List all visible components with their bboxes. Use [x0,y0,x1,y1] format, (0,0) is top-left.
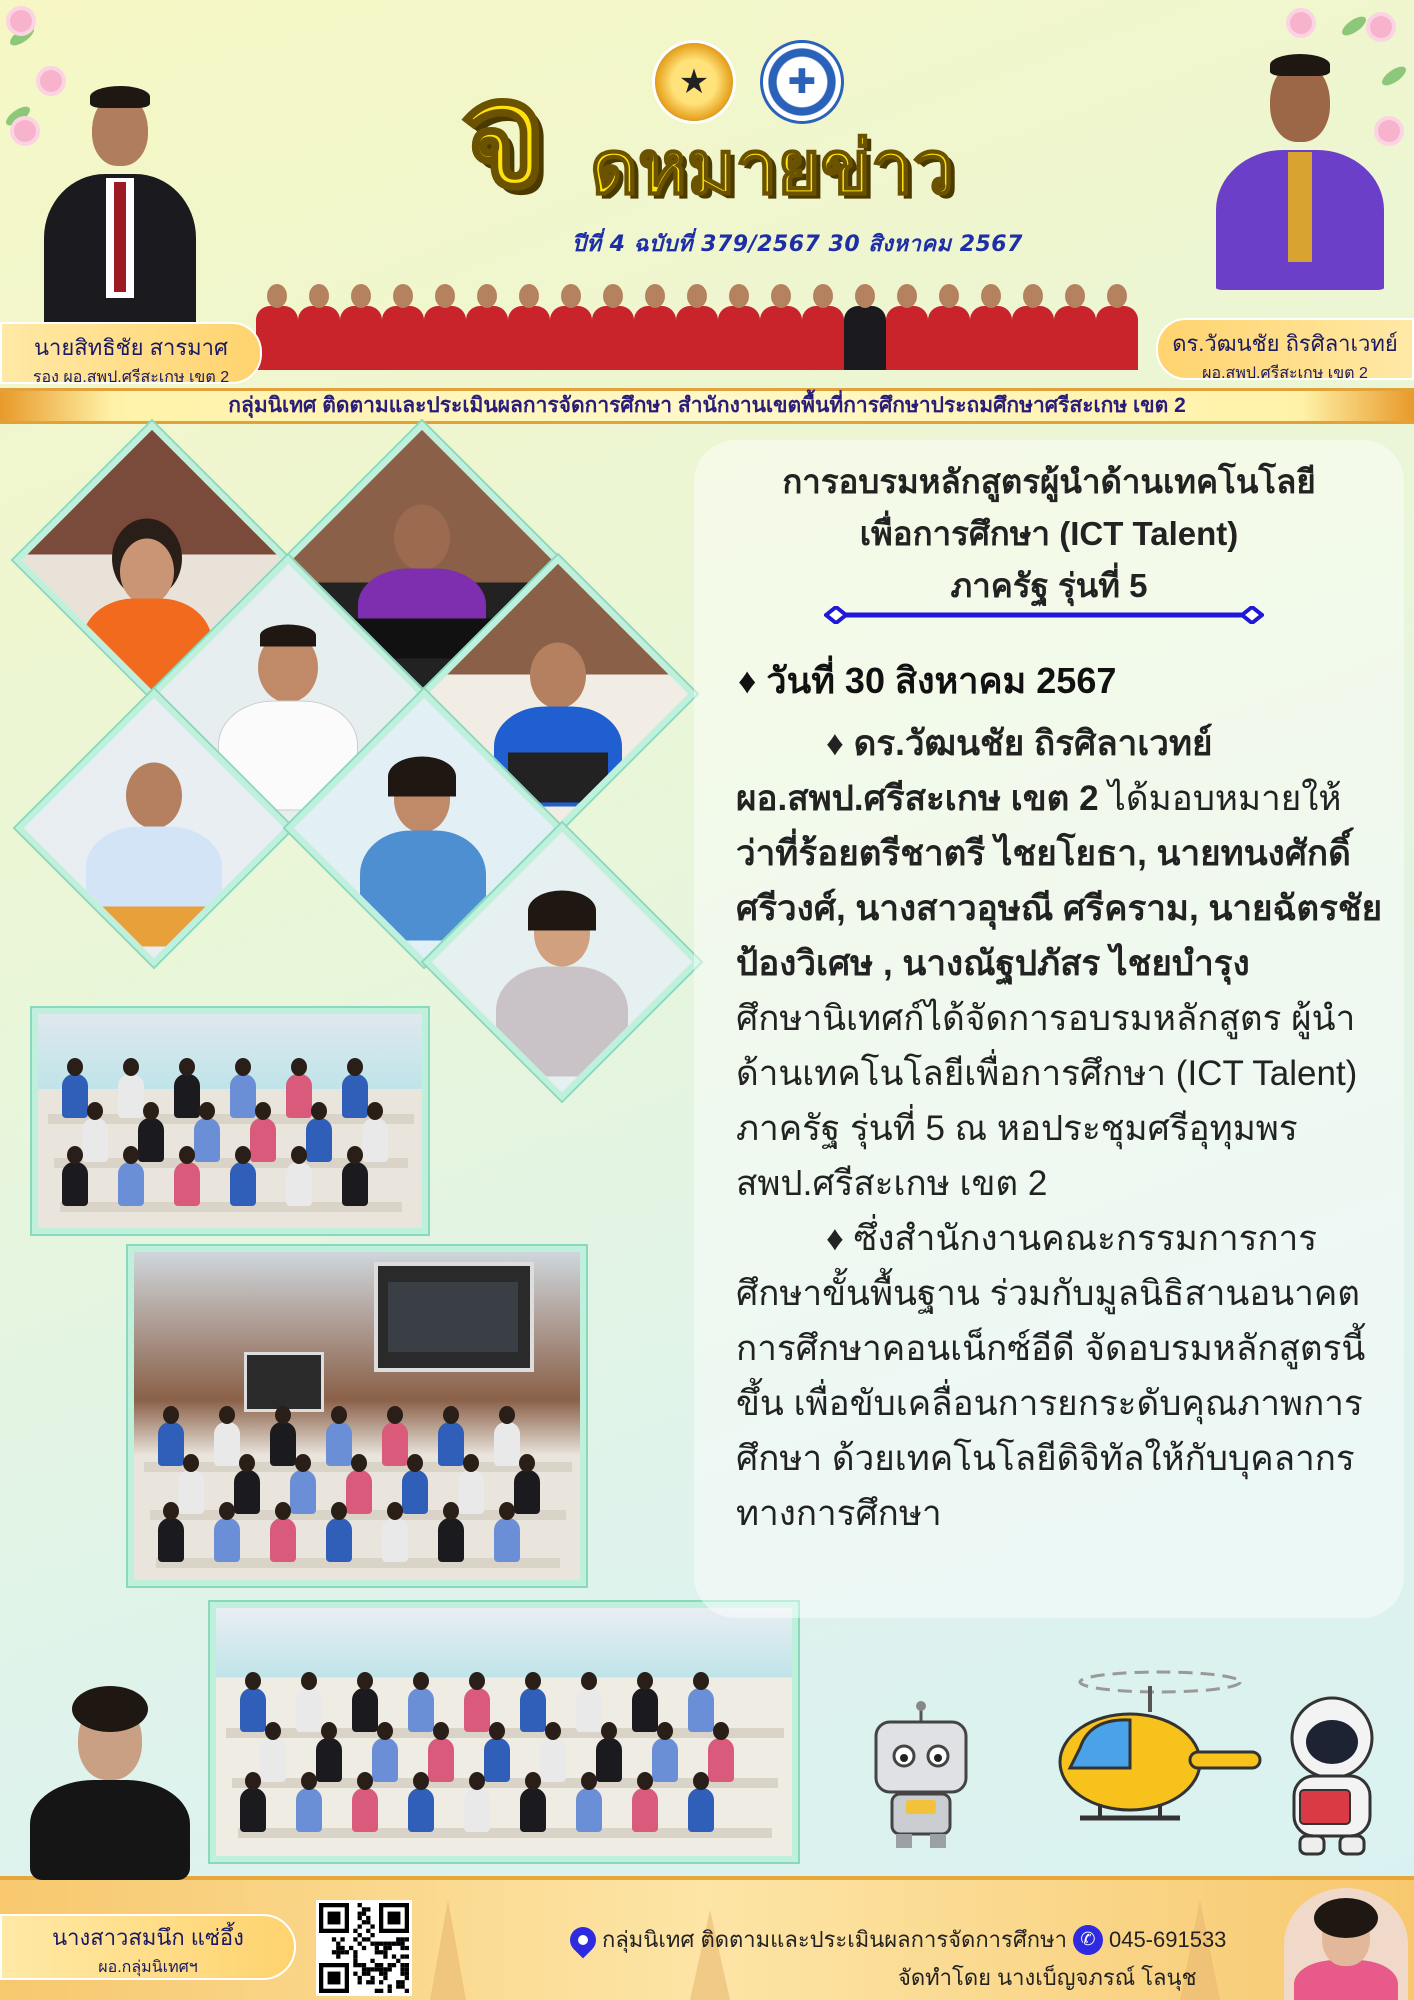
staff-member [382,284,424,370]
seated-participant [362,1118,388,1162]
title-big-letter: จ [460,48,548,222]
staff-member [424,284,466,370]
seated-participant [408,1688,434,1732]
seated-participant [372,1738,398,1782]
supervisor-head-photo [30,1670,190,1880]
deputy-director-photo [40,78,200,328]
staff-member [1054,284,1096,370]
seated-participant [520,1788,546,1832]
article-title-line3: ภาครัฐ รุ่นที่ 5 [950,567,1148,604]
seated-participant [408,1788,434,1832]
seated-participant [316,1738,342,1782]
obec-logo: ★ [652,40,736,124]
seated-participant [290,1470,316,1514]
staff-member [508,284,550,370]
seated-participant [214,1422,240,1466]
seated-participant [174,1162,200,1206]
staff-member [256,284,298,370]
deputy-director-nametag [0,322,262,384]
seated-participant [464,1788,490,1832]
seated-participant [352,1688,378,1732]
seated-participant [342,1074,368,1118]
seated-participant [174,1074,200,1118]
seated-participant [540,1738,566,1782]
seated-participant [438,1422,464,1466]
title-divider [824,606,1264,624]
article-date: ♦ วันที่ 30 สิงหาคม 2567 [738,660,1117,701]
director-name: ดร.วัฒนชัย ถิรศิลาเวทย์ [1172,331,1398,356]
seated-participant [382,1422,408,1466]
seated-participant [688,1688,714,1732]
seated-participant [306,1118,332,1162]
footer-phone[interactable]: 045-691533 [1108,1926,1227,1952]
article-title-line1: การอบรมหลักสูตรผู้นำด้านเทคโนโลยี [782,463,1316,500]
photo-training-room-1 [32,1008,428,1234]
newsletter-title: ดหมายข่าว [590,125,955,211]
seated-participant [688,1788,714,1832]
seated-participant [514,1470,540,1514]
staff-member [718,284,760,370]
seated-participant [178,1470,204,1514]
seated-participant [82,1118,108,1162]
supervisor-position: ผอ.กลุ่มนิเทศฯ [98,1959,198,1976]
staff-member [760,284,802,370]
maker-photo [1284,1888,1408,2000]
seated-participant [234,1470,260,1514]
seated-participant [118,1074,144,1118]
photo-training-room-2 [128,1246,586,1586]
pin-icon [565,1921,602,1958]
seated-participant [708,1738,734,1782]
staff-member [844,284,886,370]
seated-participant [240,1688,266,1732]
p1-text-1: ได้มอบหมายให้ [1098,779,1342,818]
seated-participant [296,1788,322,1832]
seated-participant [576,1688,602,1732]
seated-participant [596,1738,622,1782]
seated-participant [494,1422,520,1466]
seated-participant [230,1074,256,1118]
seated-participant [62,1074,88,1118]
seated-participant [632,1688,658,1732]
seated-participant [326,1422,352,1466]
seated-participant [494,1518,520,1562]
staff-member [340,284,382,370]
supervisor-nametag [0,1914,296,1980]
staff-member [676,284,718,370]
seated-participant [464,1688,490,1732]
seated-participant [118,1162,144,1206]
seated-participant [62,1162,88,1206]
seated-participant [286,1074,312,1118]
staff-member [592,284,634,370]
director-photo [1210,40,1390,290]
supervisor-name: นางสาวสมนึก แซ่อึ้ง [52,1925,244,1950]
seated-participant [428,1738,454,1782]
staff-group-photo [256,278,1156,370]
seated-participant [296,1688,322,1732]
seated-participant [230,1162,256,1206]
staff-member [970,284,1012,370]
seated-participant [576,1788,602,1832]
seated-participant [346,1470,372,1514]
director-position: ผอ.สพป.ศรีสะเกษ เขต 2 [1202,365,1368,382]
article-body [736,716,1386,1541]
org-banner: กลุ่มนิเทศ ติดตามและประเมินผลการจัดการศึกษา สำนักงานเขตพื้นที่การศึกษาประถมศึกษาศรีสะเกษ เขต 2 [0,388,1414,424]
astronaut-cartoon [1270,1690,1394,1856]
photo-training-room-3 [210,1602,798,1862]
paragraph-1 [736,716,1386,1211]
seated-participant [382,1518,408,1562]
seated-participant [342,1162,368,1206]
p1-text-2: ศึกษานิเทศก์ได้จัดการอบรมหลักสูตร ผู้นำด้านเทคโนโลยีเพื่อการศึกษา (ICT Talent) ภาครัฐ รุ่นที่ 5 ณ หอประชุมศรีอุทุมพร สพป.ศรีสะเกษ เขต 2 [736,999,1358,1203]
article-title-line2: เพื่อการศึกษา (ICT Talent) [859,515,1239,552]
maker-credit: จัดทำโดย นางเบ็ญจภรณ์ โลนุช [898,1965,1197,1990]
seated-participant [286,1162,312,1206]
p1-bullet: ♦ ดร.วัฒนชัย ถิรศิลาเวทย์ [826,724,1213,763]
seated-participant [438,1518,464,1562]
seated-participant [484,1738,510,1782]
seated-participant [520,1688,546,1732]
seated-participant [260,1738,286,1782]
ssk2-logo: ✚ [760,40,844,124]
staff-member [886,284,928,370]
seated-participant [652,1738,678,1782]
seated-participant [270,1422,296,1466]
p1-bold-position: ผอ.สพป.ศรีสะเกษ เขต 2 [736,779,1099,818]
seated-participant [250,1118,276,1162]
contact-line [570,1922,1226,1957]
staff-member [1096,284,1138,370]
helicopter-cartoon [1040,1668,1270,1838]
deputy-director-position: รอง ผอ.สพป.ศรีสะเกษ เขต 2 [32,369,230,386]
director-nametag [1156,318,1414,380]
footer-org: กลุ่มนิเทศ ติดตามและประเมินผลการจัดการศึกษา [602,1927,1067,1952]
seated-participant [138,1118,164,1162]
robot-cartoon [862,1700,980,1850]
p1-names: ว่าที่ร้อยตรีชาตรี ไชยโยธา, นายทนงศักดิ์ ศรีวงศ์, นางสาวอุษณี ศรีคราม, นายฉัตรชัย ป้องวิเศษ , นางณัฐปภัสร ไชยบำรุง [736,834,1383,983]
article-title [694,456,1404,612]
staff-member [466,284,508,370]
seated-participant [214,1518,240,1562]
phone-icon: ✆ [1073,1925,1103,1955]
staff-member [634,284,676,370]
staff-member [550,284,592,370]
paragraph-2 [736,1211,1386,1541]
seated-participant [632,1788,658,1832]
issue-line: ปีที่ 4 ฉบับที่ 379/2567 30 สิงหาคม 2567 [572,232,1023,257]
seated-participant [458,1470,484,1514]
staff-member [928,284,970,370]
qr-code[interactable] [316,1900,412,1996]
seated-participant [194,1118,220,1162]
seated-participant [158,1518,184,1562]
deputy-director-name: นายสิทธิชัย สารมาศ [34,335,228,360]
seated-participant [326,1518,352,1562]
seated-participant [352,1788,378,1832]
seated-participant [270,1518,296,1562]
p2-text: ♦ ซึ่งสำนักงานคณะกรรมการการศึกษาขั้นพื้นฐาน ร่วมกับมูลนิธิสานอนาคตการศึกษาคอนเน็กซ์อีดี จัดอบรมหลักสูตรนี้ขึ้น เพื่อขับเคลื่อนการยกระดับคุณภาพการศึกษา ด้วยเทคโนโลยีดิจิทัลให้กับบุคลากรทางการศึกษา [736,1219,1366,1533]
staff-member [298,284,340,370]
staff-member [1012,284,1054,370]
staff-member [802,284,844,370]
seated-participant [402,1470,428,1514]
seated-participant [158,1422,184,1466]
seated-participant [240,1788,266,1832]
